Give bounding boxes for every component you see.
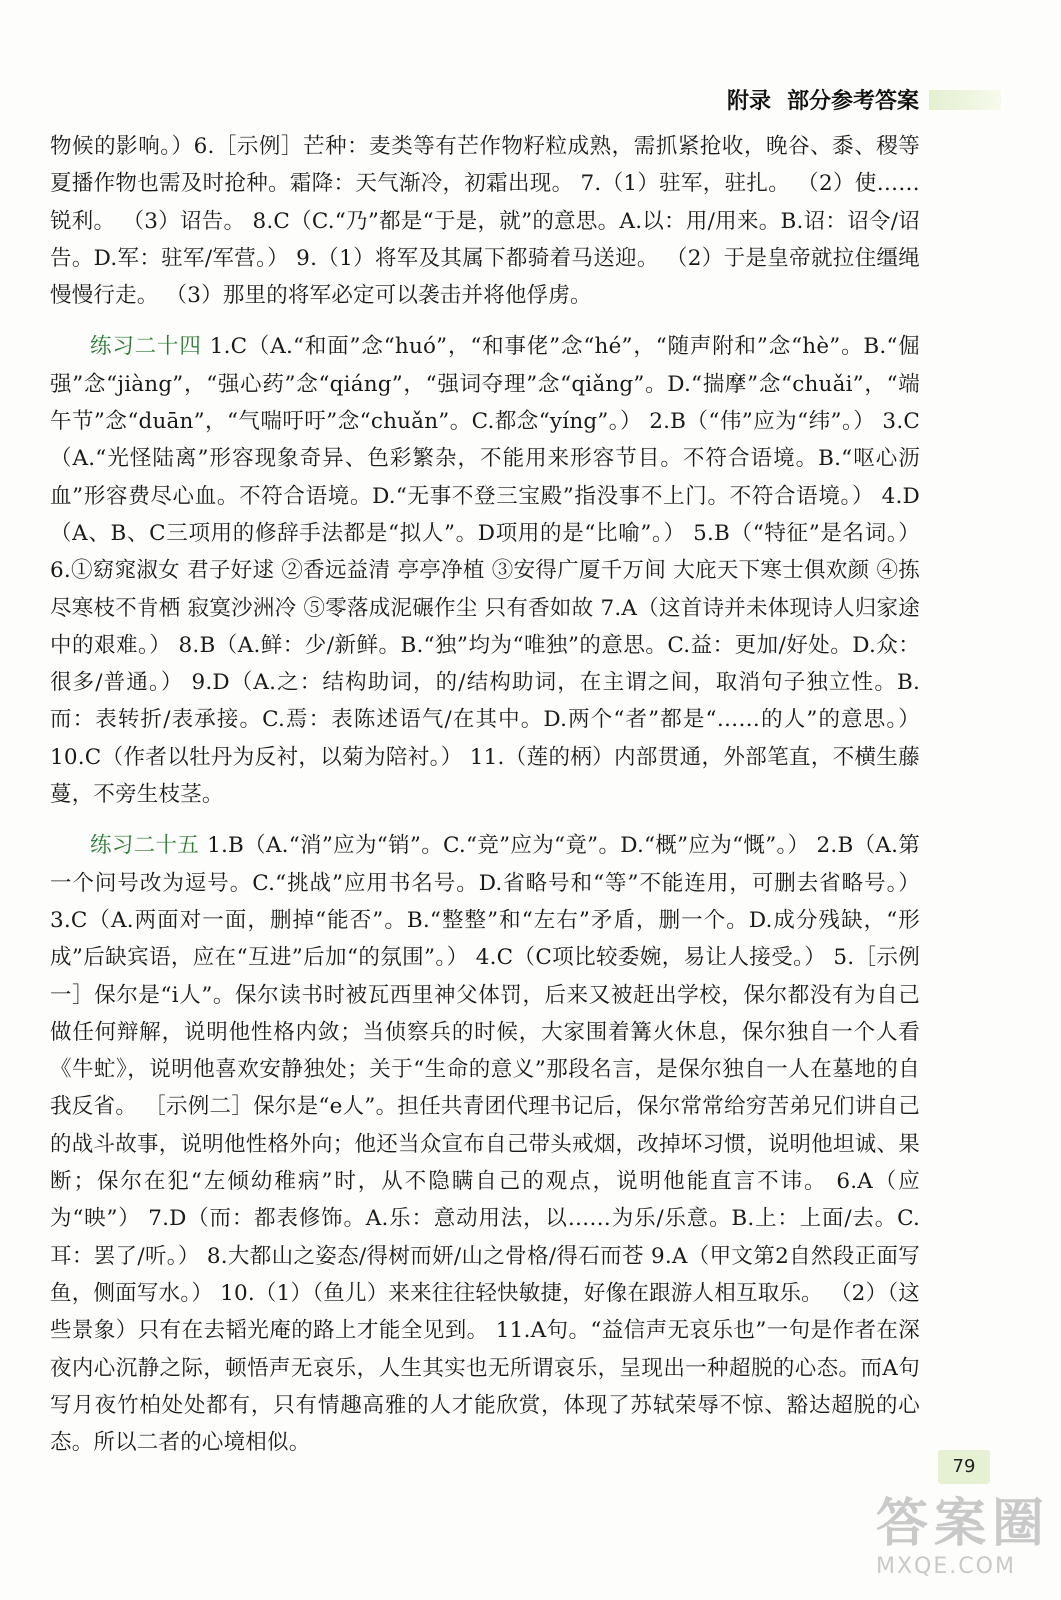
section-label: 练习二十五 [90,833,200,859]
answer-content [50,128,920,1461]
section-text: 1.C（A.“和面”念“huó”，“和事佬”念“hé”，“随声附和”念“hè”。B.“倔强”念“jiàng”，“强心药”念“qiáng”，“强词夺理”念“qiǎng”。D.“揣摩”念“chuǎi”，“端午节”念“duān”，“气喘吁吁”念“chuǎn”。C.都念“yíng”。） 2.B（“伟”应为“纬”。） 3.C（A.“光怪陆离”形容现象奇异、色彩繁杂，不能用来形容节目。不符合语境。B.“呕心沥血”形容费尽心血。不符合语境。D.“无事不登三宝殿”指没事不上门。不符合语境。） 4.D（A、B、C三项用的修辞手法都是“拟人”。D项用的是“比喻”。） 5.B（“特征”是名词。） 6.①窈窕淑女 君子好逑 ②香远益清 亭亭净植 ③安得广厦千万间 大庇天下寒士俱欢颜 ④拣尽寒枝不肯栖 寂寞沙洲冷 ⑤零落成泥碾作尘 只有香如故 7.A（这首诗并未体现诗人归家途中的艰难。） 8.B（A.鲜：少/新鲜。B.“独”均为“唯独”的意思。C.益：更加/好处。D.众：很多/普通。） 9.D（A.之：结构助词，的/结构助词，在主谓之间，取消句子独立性。B.而：表转折/表承接。C.焉：表陈述语气/在其中。D.两个“者”都是“……的人”的意思。） 10.C（作者以牡丹为反衬，以菊为陪衬。） 11.（莲的柄）内部贯通，外部笔直，不横生藤蔓，不旁生枝茎。 [50,334,920,808]
watermark-url: MXQE.COM [876,1554,1016,1579]
watermark-logo: 答案圈 [876,1494,1051,1554]
section-exercise-24 [50,328,920,813]
intro-paragraph: 物候的影响。）6.［示例］芒种：麦类等有芒作物籽粒成熟，需抓紧抢收，晚谷、黍、稷等夏播作物也需及时抢种。霜降：天气渐冷，初霜出现。 7.（1）驻军，驻扎。 （2）使……锐利。 （3）诏告。 8.C（C.“乃”都是“于是，就”的意思。A.以：用/用来。B.诏：诏令/诏告。D.军：驻军/军营。） 9.（1）将军及其属下都骑着马送迎。 （2）于是皇帝就拉住缰绳慢慢行走。 （3）那里的将军必定可以袭击并将他俘虏。 [50,134,920,309]
header-title: 部分参考答案 [786,89,919,114]
section-text: 1.B（A.“消”应为“销”。C.“竞”应为“竟”。D.“概”应为“慨”。） 2.B（A.第一个问号改为逗号。C.“挑战”应用书名号。D.省略号和“等”不能连用，可删去省略号。） 3.C（A.两面对一面，删掉“能否”。B.“整整”和“左右”矛盾，删一个。D.成分残缺，“形成”后缺宾语，应在“互进”后加“的氛围”。） 4.C（C项比较委婉，易让人接受。） 5.［示例一］保尔是“i人”。保尔读书时被瓦西里神父体罚，后来又被赶出学校，保尔都没有为自己做任何辩解，说明他性格内敛；当侦察兵的时候，大家围着篝火休息，保尔独自一个人看《牛虻》，说明他喜欢安静独处；关于“生命的意义”那段名言，是保尔独自一人在墓地的自我反省。 ［示例二］保尔是“e人”。担任共青团代理书记后，保尔常常给穷苦弟兄们讲自己的战斗故事，说明他性格外向；他还当众宣布自己带头戒烟，改掉坏习惯，说明他坦诚、果断；保尔在犯“左倾幼稚病”时，从不隐瞒自己的观点，说明他能直言不讳。 6.A（应为“映”） 7.D（而：都表修饰。A.乐：意动用法，以……为乐/乐意。B.上：上面/去。C.耳：罢了/听。） 8.大都山之姿态/得树而妍/山之骨格/得石而苍 9.A（甲文第2自然段正面写鱼，侧面写水。） 10.（1）（鱼儿）来来往往轻快敏捷，好像在跟游人相互取乐。 （2）（这些景象）只有在去韬光庵的路上才能全见到。 11.A句。“益信声无哀乐也”一句是作者在深夜内心沉静之际，顿悟声无哀乐，人生其实也无所谓哀乐，呈现出一种超脱的心态。而A句写月夜竹柏处处都有，只有情趣高雅的人才能欣赏，体现了苏轼荣辱不惊、豁达超脱的心态。所以二者的心境相似。 [50,833,920,1456]
page-header [727,84,1001,115]
header-decorative-bar [929,90,1001,110]
header-appendix: 附录 [726,89,771,114]
page-number: 79 [938,1450,990,1484]
watermark [876,1494,1050,1580]
section-exercise-25 [50,827,920,1461]
section-label: 练习二十四 [90,334,202,360]
